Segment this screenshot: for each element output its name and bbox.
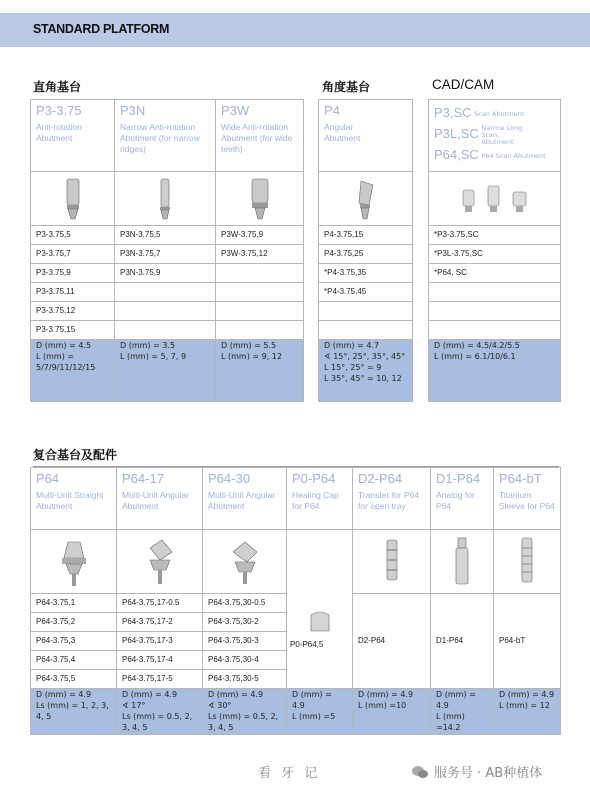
product-description: P64 Scan Abutment <box>481 152 546 160</box>
table-cell: P64-3.75,17-5 <box>117 670 203 689</box>
table-cell: *P4-3.75,35 <box>319 264 413 283</box>
cad-code-line <box>434 146 555 167</box>
table-cell <box>429 283 561 302</box>
table-cell: P3N-3.75,7 <box>115 245 216 264</box>
table-cell: P64-3.75,30-3 <box>203 632 287 651</box>
header-cell-cadcam <box>429 100 561 172</box>
spec-line: ∢ 30° <box>208 701 232 710</box>
straight-abutment-table <box>30 99 304 402</box>
header-cell-p64 <box>31 468 117 530</box>
abutment-icon <box>156 177 174 221</box>
product-description: Anti-rotation Abutment <box>36 122 82 143</box>
product-code: P0-P64 <box>292 471 336 486</box>
angular-abutment-table <box>318 99 413 402</box>
spec-line: L 35°, 45° = 10, 12 <box>324 374 402 383</box>
spec-line: L (mm) = 5/7/9/11/12/15 <box>36 352 96 372</box>
product-image-cell <box>115 172 216 226</box>
product-description: Scan Abutment <box>474 110 525 118</box>
product-description: Multi-Unit Straight Abutment <box>36 490 104 511</box>
footer-account-label: 服务号 · AB种植体 <box>434 766 543 781</box>
product-image-cell <box>353 530 431 594</box>
cad-code-line <box>434 104 555 125</box>
spec-cell <box>31 689 117 735</box>
angled-multiunit-icon <box>225 534 265 590</box>
table-cell: P3N-3.75,5 <box>115 226 216 245</box>
product-code: P3,SC <box>434 105 472 120</box>
spec-line: D (mm) = 4.9 <box>436 690 476 710</box>
table-cell: P64-3.75,17-3 <box>117 632 203 651</box>
table-cell: P3-3.75,7 <box>31 245 115 264</box>
multiunit-table <box>30 467 561 735</box>
spec-line: D (mm) = 4.5 <box>36 341 92 350</box>
table-cell: P3-3.75,15 <box>31 321 115 340</box>
spec-cell <box>31 340 115 402</box>
table-cell: P64-3.75,17-4 <box>117 651 203 670</box>
spec-line: L (mm) = 6.1/10/6.1 <box>434 352 516 361</box>
spec-line: L (mm) = 9, 12 <box>221 352 282 361</box>
table-cell <box>216 283 304 302</box>
wechat-icon <box>412 765 428 779</box>
product-code: P3N <box>120 103 146 118</box>
table-cell <box>115 321 216 340</box>
spec-cell <box>115 340 216 402</box>
scan-abutment-icon <box>455 182 535 216</box>
product-description: Narrow Anti-rotation Abutment (for narrow ridges) <box>120 122 200 154</box>
table-cell: P3W-3.75,9 <box>216 226 304 245</box>
footer-account <box>412 762 542 781</box>
table-cell: P3-3.75,5 <box>31 226 115 245</box>
section-title-straight: 直角基台 <box>33 80 82 94</box>
product-image-cell <box>429 172 561 226</box>
product-code: P64-17 <box>122 471 164 486</box>
titanium-sleeve-icon <box>512 534 542 590</box>
table-cell: P64-3.75,1 <box>31 594 117 613</box>
spec-line: L (mm) =10 <box>358 701 407 710</box>
table-cell <box>115 283 216 302</box>
transfer-icon <box>377 534 407 590</box>
product-code: P4 <box>324 103 340 118</box>
healing-cap-icon <box>305 609 335 637</box>
table-cell: P3-3.75,11 <box>31 283 115 302</box>
product-image-cell <box>216 172 304 226</box>
spec-line: Ls (mm) = 0.5, 2, 3, 4, 5 <box>208 712 279 732</box>
spec-line: L (mm) = 5, 7, 9 <box>120 352 187 361</box>
header-cell-p0 <box>287 468 353 530</box>
table-cell <box>216 321 304 340</box>
product-code: P3W <box>221 103 250 118</box>
spec-cell <box>429 340 561 402</box>
cad-code-line <box>434 125 555 146</box>
table-cell: P64-3.75,4 <box>31 651 117 670</box>
spec-line: D (mm) = 4.9 <box>208 690 264 699</box>
header-cell-d1 <box>431 468 494 530</box>
product-description: Healing Cap for P64 <box>292 490 339 511</box>
product-description: Titanium Sleeve for P64 <box>499 490 555 511</box>
footer-watermark: 看 牙 记 <box>258 766 321 781</box>
table-cell <box>429 321 561 340</box>
product-code: P64-bT <box>499 471 542 486</box>
product-description: Transfer for P64 for open tray <box>358 490 420 511</box>
table-cell: P64-3.75,2 <box>31 613 117 632</box>
analog-icon <box>447 534 477 590</box>
spec-line: D (mm) = 4.9 <box>499 690 555 699</box>
product-image-cell <box>287 530 353 689</box>
table-cell: D2-P64 <box>353 594 431 689</box>
header-cell-p375 <box>31 100 115 172</box>
banner-title: STANDARD PLATFORM <box>33 22 170 36</box>
spec-line: D (mm) = 4.9 <box>358 690 414 699</box>
table-cell: P64-3.75,30-5 <box>203 670 287 689</box>
table-cell <box>216 302 304 321</box>
table-cell: P4-3.75,15 <box>319 226 413 245</box>
product-code: P64,SC <box>434 147 479 162</box>
table-cell: P64-3.75,17-0.5 <box>117 594 203 613</box>
spec-line: D (mm) = 4.5/4.2/5.5 <box>434 341 520 350</box>
table-cell: P3-3.75,12 <box>31 302 115 321</box>
product-description: Multi-Unit Angular Abutment <box>122 490 190 511</box>
table-cell: P64-3.75,3 <box>31 632 117 651</box>
product-description: Wide Anti-rotation Abutment (for wide teeth) <box>221 122 293 154</box>
table-cell: P64-3.75,30-4 <box>203 651 287 670</box>
header-cell-p3w <box>216 100 304 172</box>
table-cell: *P3-3.75,SC <box>429 226 561 245</box>
section-title-cadcam: CAD/CAM <box>432 77 495 92</box>
table-cell: P3W-3.75,12 <box>216 245 304 264</box>
table-cell: P64-3.75,30-2 <box>203 613 287 632</box>
product-code: D2-P64 <box>358 471 403 486</box>
cadcam-table <box>428 99 561 402</box>
spec-cell <box>353 689 431 735</box>
header-cell-p6417 <box>117 468 203 530</box>
table-cell <box>216 264 304 283</box>
product-description: Multi-Unit Angular Abutment <box>208 490 276 511</box>
product-image-cell <box>117 530 203 594</box>
product-code: D1-P64 <box>436 471 481 486</box>
table-cell: *P4-3.75,45 <box>319 283 413 302</box>
product-code: P3L,SC <box>434 126 479 141</box>
abutment-icon <box>63 177 83 221</box>
table-cell: P64-3.75,30-0.5 <box>203 594 287 613</box>
table-cell <box>429 302 561 321</box>
header-cell-p4 <box>319 100 413 172</box>
table-cell <box>115 302 216 321</box>
spec-line: D (mm) = 4.7 <box>324 341 380 350</box>
spec-line: L (mm) = 12 <box>499 701 550 710</box>
table-cell: P64-3.75,17-2 <box>117 613 203 632</box>
product-image-cell <box>203 530 287 594</box>
product-image-cell <box>319 172 413 226</box>
spec-cell <box>319 340 413 402</box>
table-cell: *P64, SC <box>429 264 561 283</box>
spec-line: ∢ 17° <box>122 701 146 710</box>
header-cell-d2 <box>353 468 431 530</box>
product-code: P64 <box>36 471 60 486</box>
spec-line: D (mm) = 5.5 <box>221 341 277 350</box>
header-cell-p3n <box>115 100 216 172</box>
table-cell: *P3L-3.75,SC <box>429 245 561 264</box>
page-banner <box>0 13 590 47</box>
spec-line: D (mm) = 4.9 <box>36 690 92 699</box>
table-cell: P3N-3.75,9 <box>115 264 216 283</box>
section-title-multiunit: 复合基台及配件 <box>33 448 118 462</box>
spec-line: D (mm) = 3.5 <box>120 341 176 350</box>
multiunit-abutment-icon <box>54 534 94 590</box>
table-cell: D1-P64 <box>431 594 494 689</box>
spec-cell <box>287 689 353 735</box>
spec-line: D (mm) = 4.9 <box>122 690 178 699</box>
product-image-cell <box>431 530 494 594</box>
product-description: Analog for P64 <box>436 490 475 511</box>
spec-cell <box>494 689 561 735</box>
spec-line: L (mm) =5 <box>292 712 336 721</box>
table-cell: P64-bT <box>494 594 561 689</box>
section-title-angular: 角度基台 <box>322 80 371 94</box>
abutment-icon <box>249 177 271 221</box>
table-cell: P0-P64,5 <box>290 640 324 649</box>
spec-line: L 15°, 25° = 9 <box>324 363 382 372</box>
header-cell-bt <box>494 468 561 530</box>
angled-multiunit-icon <box>140 534 180 590</box>
header-cell-p6430 <box>203 468 287 530</box>
product-image-cell <box>494 530 561 594</box>
spec-line: D (mm) = 4.9 <box>292 690 332 710</box>
angular-abutment-icon <box>351 177 381 221</box>
spec-cell <box>203 689 287 735</box>
table-cell <box>319 321 413 340</box>
spec-line: ∢ 15°, 25°, 35°, 45° <box>324 352 406 361</box>
product-code: P64-30 <box>208 471 250 486</box>
product-description: Angular Abutment <box>324 122 361 143</box>
spec-cell <box>216 340 304 402</box>
table-cell: P3-3.75,9 <box>31 264 115 283</box>
product-code: P3-3.75 <box>36 103 82 118</box>
spec-cell <box>431 689 494 735</box>
product-image-cell <box>31 172 115 226</box>
spec-line: Ls (mm) = 0.5, 2, 3, 4, 5 <box>122 712 193 732</box>
table-cell: P4-3.75,25 <box>319 245 413 264</box>
product-image-cell <box>31 530 117 594</box>
table-cell: P64-3.75,5 <box>31 670 117 689</box>
spec-line: L (mm) =14.2 <box>436 712 465 732</box>
table-cell <box>319 302 413 321</box>
spec-line: Ls (mm) = 1, 2, 3, 4, 5 <box>36 701 109 721</box>
product-description: Narrow Long Scan Abutment <box>481 124 523 146</box>
spec-cell <box>117 689 203 735</box>
